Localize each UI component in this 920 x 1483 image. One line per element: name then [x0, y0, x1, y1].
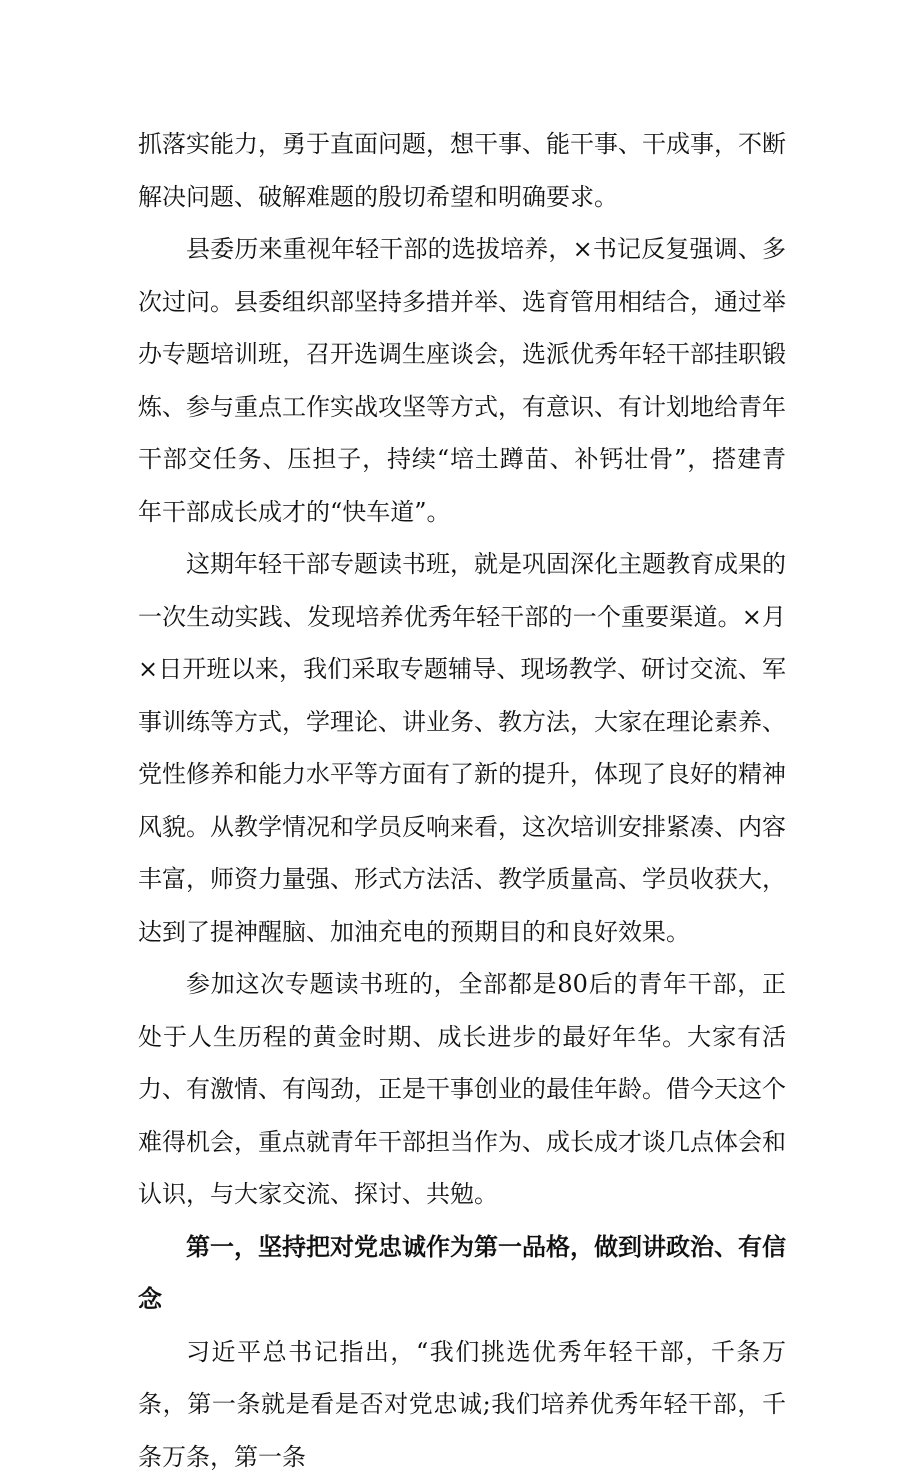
paragraph-reading-class: 这期年轻干部专题读书班，就是巩固深化主题教育成果的一次生动实践、发现培养优秀年轻干部的一个重要渠道。×月×日开班以来，我们采取专题辅导、现场教学、研讨交流、军事训练等方式，学理论、讲业务、教方法，大家在理论素养、党性修养和能力水平等方面有了新的提升，体现了良好的精神风貌。从教学情况和学员反响来看，这次培训安排紧凑、内容丰富，师资力量强、形式方法活、教学质量高、学员收获大，达到了提神醒脑、加油充电的预期目的和良好效果。 [138, 538, 786, 958]
section-heading-loyalty: 第一，坚持把对党忠诚作为第一品格，做到讲政治、有信念 [138, 1221, 786, 1326]
paragraph-quote: 习近平总书记指出，“我们挑选优秀年轻干部，千条万条，第一条就是看是否对党忠诚;我们培养优秀年轻干部，千条万条，第一条 [138, 1326, 786, 1483]
paragraph-cadre-selection: 县委历来重视年轻干部的选拔培养，×书记反复强调、多次过问。县委组织部坚持多措并举、选育管用相结合，通过举办专题培训班，召开选调生座谈会，选派优秀年轻干部挂职锻炼、参与重点工作实战攻坚等方式，有意识、有计划地给青年干部交任务、压担子，持续“培土蹲苗、补钙壮骨”，搭建青年干部成长成才的“快车道”。 [138, 223, 786, 538]
paragraph-young-cadres: 参加这次专题读书班的，全部都是80后的青年干部，正处于人生历程的黄金时期、成长进步的最好年华。大家有活力、有激情、有闯劲，正是干事创业的最佳年龄。借今天这个难得机会，重点就青年干部担当作为、成长成才谈几点体会和认识，与大家交流、探讨、共勉。 [138, 958, 786, 1221]
paragraph-continuation: 抓落实能力，勇于直面问题，想干事、能干事、干成事，不断解决问题、破解难题的殷切希望和明确要求。 [138, 118, 786, 223]
document-page [138, 118, 786, 1483]
